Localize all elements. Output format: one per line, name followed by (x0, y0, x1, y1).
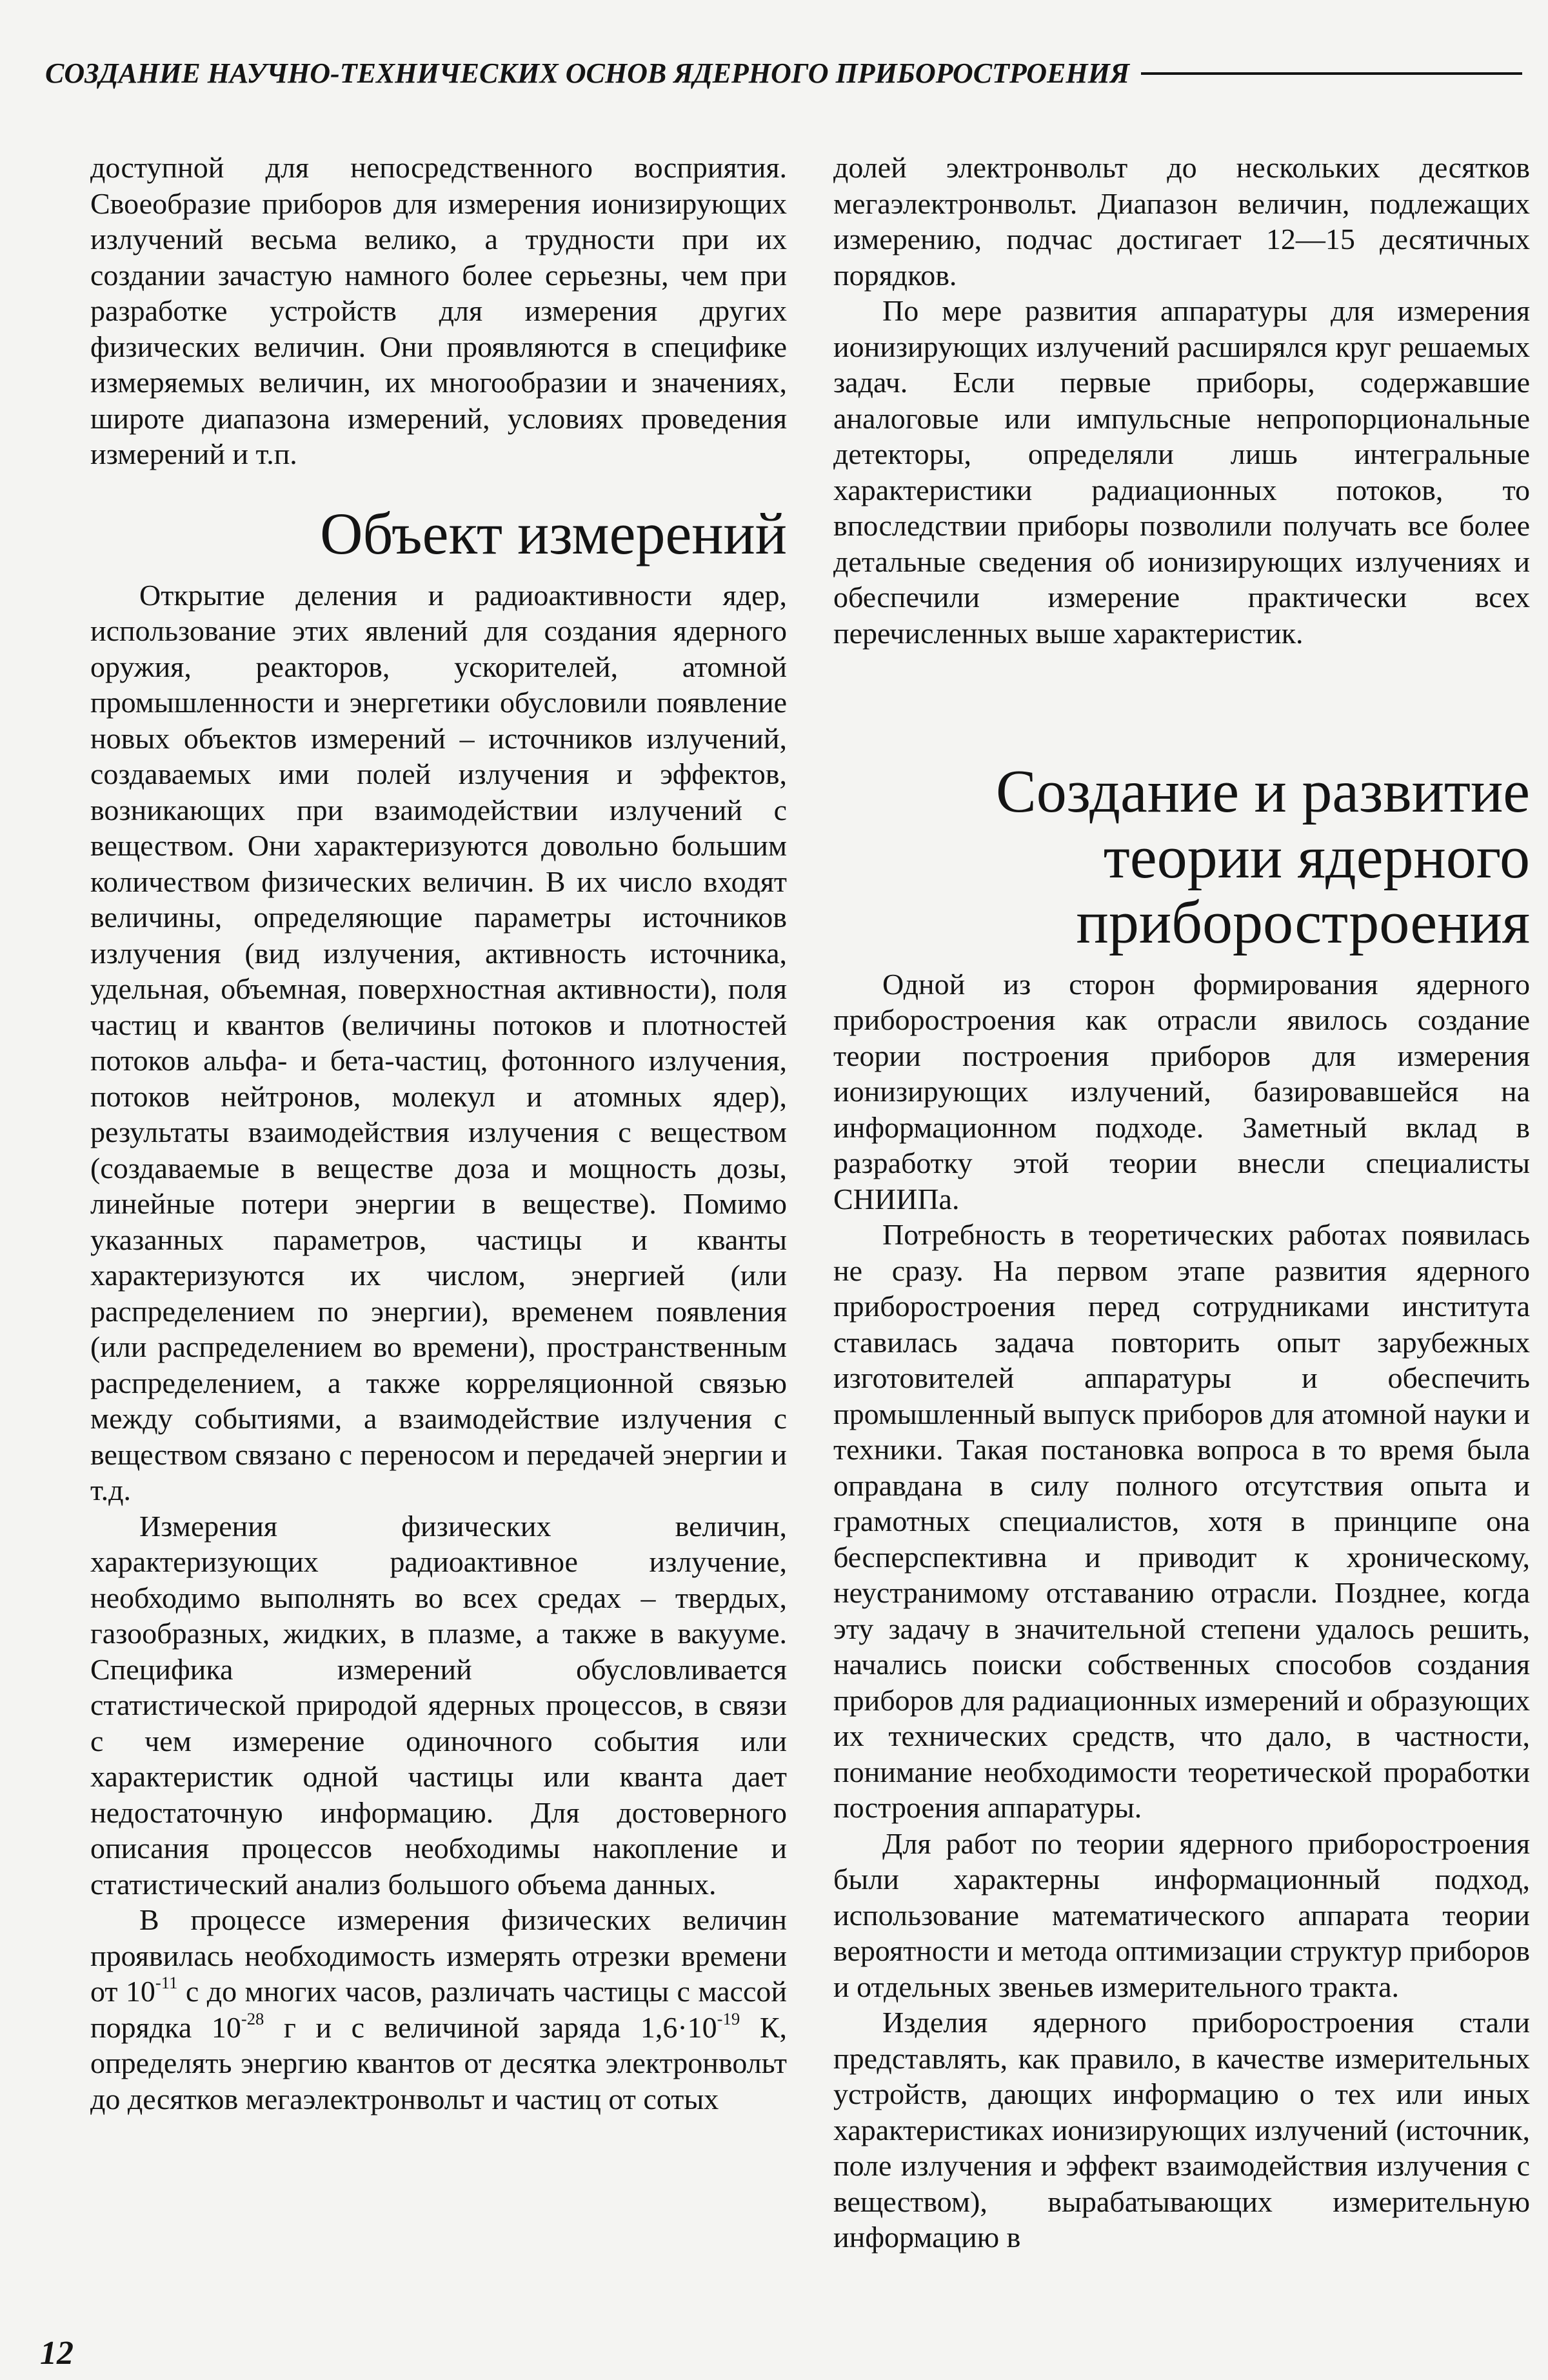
page-number: 12 (40, 2335, 74, 2372)
text-run: В процессе измерения физических величин проявилась необходимость измерять отрезки времени от 10 (90, 1903, 787, 2008)
paragraph: Потребность в теоретических работах появилась не сразу. На первом этапе развития ядерного приборостроения перед сотрудниками института ставилась задача повторить опыт зарубежных изготовителей аппаратуры и обеспечить промышленный выпуск приборов для атомной науки и техники. Такая постановка вопроса в то время была оправдана в силу полного отсутствия опыта и грамотных специалистов, хотя в принципе она бесперспективна и приводит к хроническому, неустранимому отставанию отрасли. Позднее, когда эту задачу в значительной степени удалось решить, начались поиски собственных способов создания приборов для радиационных измерений и образующих их технических средств, что дало, в частности, понимание необходимости теоретической проработки построения аппаратуры. (833, 1218, 1530, 1825)
section-heading-theory-creation (833, 759, 1530, 956)
paragraph: Изделия ядерного приборостроения стали представлять, как правило, в качестве измерительных устройств, дающих информацию о тех или иных характеристиках ионизирующих излучений (источник, поле излучения и эффект взаимодействия излучения с веществом), вырабатывающих измерительную информацию в (833, 2006, 1530, 2254)
text-run: г и с величиной заряда 1,6·10 (264, 2010, 717, 2044)
heading-line: Создание и развитие (996, 758, 1530, 825)
intro-paragraph: доступной для непосредственного восприятия. Своеобразие приборов для измерения ионизирующих излучений весьма велико, а трудности при их создании зачастую намного более серьезны, чем при разработке устройств для измерения других физических величин. Они проявляются в специфике измеряемых величин, их многообразии и значениях, широте диапазона измерений, условиях проведения измерений и т.п. (90, 151, 787, 470)
text-run: К, определять энергию квантов от десятка электронвольт до десятков мегаэлектронвольт и частиц от сотых (90, 2010, 788, 2115)
header-rule (1141, 72, 1522, 75)
heading-line: приборостроения (1076, 889, 1530, 957)
paragraph: долей электронвольт до нескольких десятков мегаэлектронвольт. Диапазон величин, подлежащих измерению, подчас достигает 12—15 десятичных порядков. (833, 151, 1530, 292)
section-heading-measurement-object: Объект измерений (320, 500, 787, 566)
running-title: СОЗДАНИЕ НАУЧНО-ТЕХНИЧЕСКИХ ОСНОВ ЯДЕРНОГО ПРИБОРОСТРОЕНИЯ (45, 57, 1130, 89)
running-header (45, 57, 1522, 90)
paragraph: Измерения физических величин, характеризующих радиоактивное излучение, необходимо выполнять во всех средах – твердых, газообразных, жидких, в плазме, а также в вакууме. Специфика измерений обусловливается статистической природой ядерных процессов, в связи с чем измерение одиночного события или характеристик одной частицы или кванта дает недостаточную информацию. Для достоверного описания процессов необходимы накопление и статистический анализ большого объема данных. (90, 1509, 787, 1901)
heading-line: теории ядерного (1103, 823, 1530, 891)
exponent: -11 (155, 1973, 178, 1993)
left-column (90, 150, 787, 2117)
right-column (833, 150, 1530, 2255)
text-run: с до многих часов, различать частицы с массой порядка 10 (90, 1975, 787, 2044)
exponent: -19 (717, 2008, 740, 2028)
exponent: -28 (241, 2008, 264, 2028)
paragraph: Открытие деления и радиоактивности ядер, использование этих явлений для создания ядерного оружия, реакторов, ускорителей, атомной промышленности и энергетики обусловили появление новых объектов измерений – источников излучений, создаваемых ими полей излучения и эффектов, возникающих при взаимодействии излучений с веществом. Они характеризуются довольно большим количеством физических величин. В их число входят величины, определяющие параметры источников излучения (вид излучения, активность источника, удельная, объемная, поверхностная активности), поля частиц и квантов (величины потоков и плотностей потоков альфа- и бета-частиц, фотонного излучения, потоков нейтронов, молекул и атомных ядер), результаты взаимодействия излучения с веществом (создаваемые в веществе доза и мощность дозы, линейные потери энергии в веществе). Помимо указанных параметров, частицы и кванты характеризуются их числом, энергией (или распределением по энергии), временем появления (или распределением во времени), пространственным распределением, а также корреляционной связью между событиями, а взаимодействие излучения с веществом связано с переносом и передачей энергии и т.д. (90, 578, 787, 1507)
paragraph: Для работ по теории ядерного приборостроения были характерны информационный подход, использование математического аппарата теории вероятности и метода оптимизации структур приборов и отдельных звеньев измерительного тракта. (833, 1826, 1530, 2003)
paragraph: По мере развития аппаратуры для измерения ионизирующих излучений расширялся круг решаемых задач. Если первые приборы, содержавшие аналоговые или импульсные непропорциональные детекторы, определяли лишь интегральные характеристики радиационных потоков, то впоследствии приборы позволили получать все более детальные сведения об ионизирующих излучениях и обеспечили измерение практически всех перечисленных выше характеристик. (833, 294, 1530, 650)
paragraph: Одной из сторон формирования ядерного приборостроения как отрасли явилось создание теории построения приборов для измерения ионизирующих излучений, базировавшейся на информационном подходе. Заметный вклад в разработку этой теории внесли специалисты СНИИПа. (833, 967, 1530, 1215)
paragraph-with-exponents (90, 1902, 787, 2117)
